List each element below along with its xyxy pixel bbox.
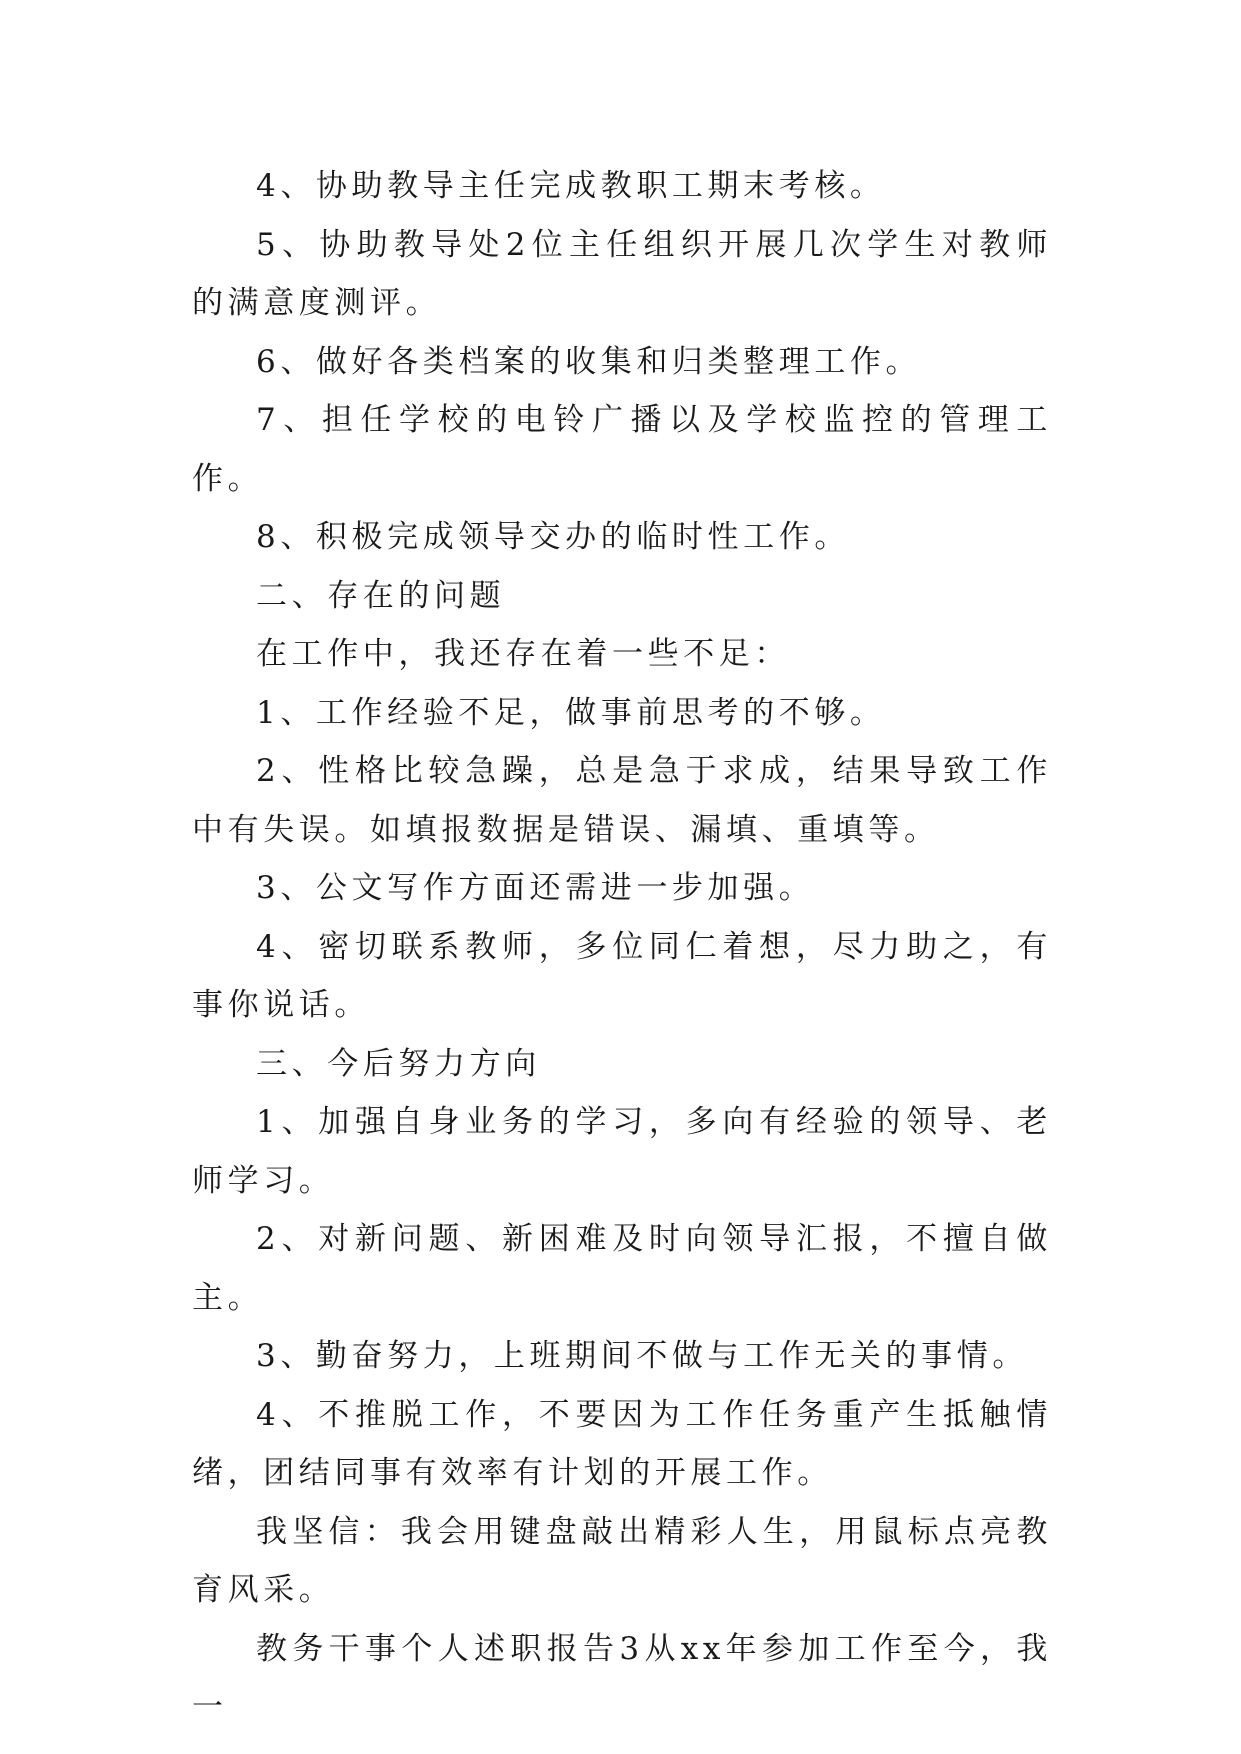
paragraph-item-6-archives: 6、做好各类档案的收集和归类整理工作。: [256, 343, 922, 380]
paragraph-item-7-broadcast: 7、担任学校的电铃广播以及学校监控的管理工作。: [192, 402, 1052, 497]
paragraph-problem-3: 3、公文写作方面还需进一步加强。: [256, 870, 815, 906]
paragraph-conviction: 我坚信：我会用键盘敲出精彩人生，用鼠标点亮教育风采。: [192, 1513, 1052, 1608]
section-heading-problems: 二、存在的问题: [256, 577, 506, 614]
paragraph-direction-3: 3、勤奋努力，上班期间不做与工作无关的事情。: [256, 1338, 1028, 1374]
paragraph-problem-2: 2、性格比较急躁，总是急于求成，结果导致工作中有失误。如填报数据是错误、漏填、重填等。: [192, 753, 1052, 848]
paragraph-item-8-temporary-work: 8、积极完成领导交办的临时性工作。: [256, 519, 850, 555]
paragraph-direction-2: 2、对新问题、新困难及时向领导汇报，不擅自做主。: [192, 1221, 1052, 1316]
paragraph-problem-4: 4、密切联系教师，多位同仁着想，尽力助之，有事你说话。: [192, 928, 1052, 1023]
paragraph-direction-4: 4、不推脱工作，不要因为工作任务重产生抵触情绪，团结同事有效率有计划的开展工作。: [192, 1396, 1052, 1491]
document-body: [192, 157, 1052, 1737]
paragraph-item-4-exam: 4、协助教导主任完成教职工期末考核。: [256, 168, 886, 204]
paragraph-report-3-start: 教务干事个人述职报告3从xx年参加工作至今，我一: [192, 1630, 1052, 1725]
paragraph-problems-intro: 在工作中，我还存在着一些不足：: [256, 636, 790, 672]
paragraph-problem-1: 1、工作经验不足，做事前思考的不够。: [256, 694, 886, 731]
paragraph-direction-1: 1、加强自身业务的学习，多向有经验的领导、老师学习。: [192, 1104, 1052, 1199]
paragraph-item-5-survey: 5、协助教导处2位主任组织开展几次学生对教师的满意度测评。: [192, 226, 1052, 321]
section-heading-future-direction: 三、今后努力方向: [256, 1045, 541, 1082]
